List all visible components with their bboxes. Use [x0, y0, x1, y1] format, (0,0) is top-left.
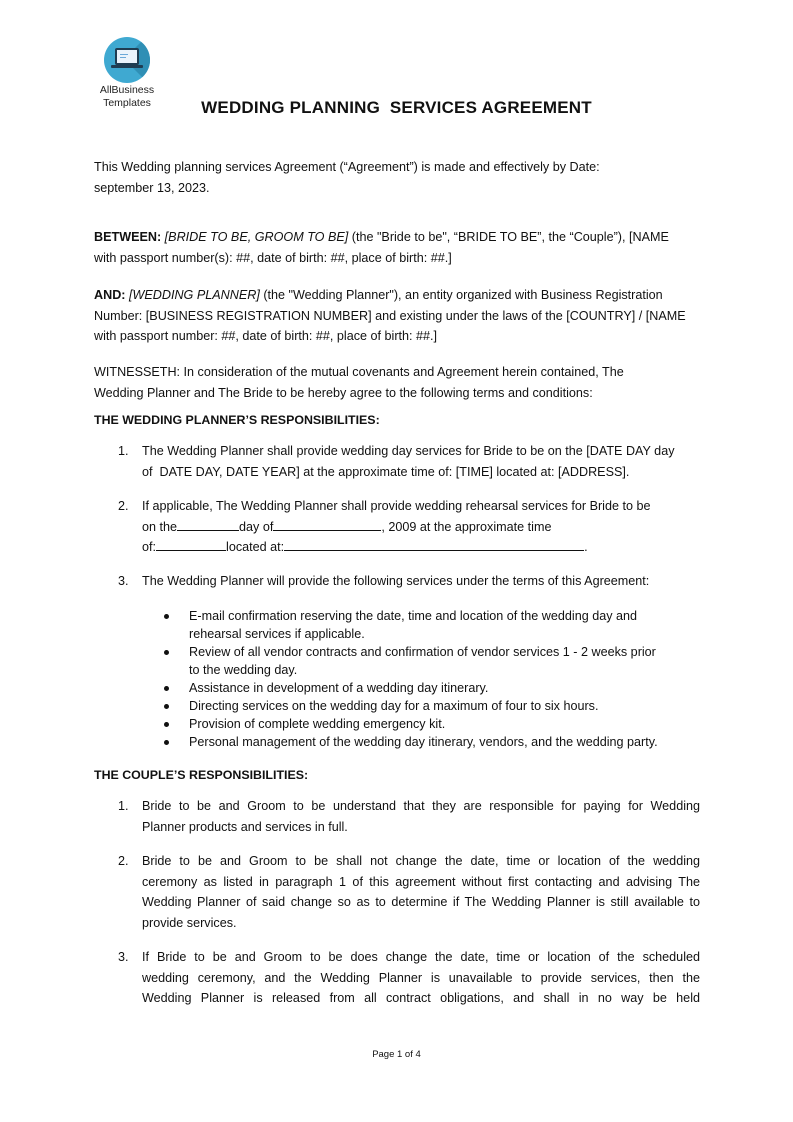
bullet-icon: [164, 722, 169, 727]
and-line: [94, 285, 700, 306]
couple-responsibilities-heading: THE COUPLE’S RESPONSIBILITIES:: [94, 768, 309, 782]
page-number: Page 1 of 4: [372, 1049, 421, 1060]
witnesseth-line2: Wedding Planner and The Bride to be hereby agree to the following terms and conditions:: [94, 385, 593, 400]
list-item: [162, 733, 702, 751]
item-line: [142, 517, 700, 538]
witnesseth-paragraph: [94, 362, 700, 403]
between-party: [BRIDE TO BE, GROOM TO BE]: [164, 230, 349, 244]
between-line: [94, 227, 700, 248]
planner-item-2: [142, 496, 700, 558]
day-blank-field[interactable]: [177, 518, 239, 531]
text: on the: [142, 519, 178, 534]
item-line: Planner products and services in full.: [142, 819, 348, 834]
item-line: wedding ceremony, and the Wedding Planner is unavailable to provide services, then the: [142, 970, 700, 985]
list-item: [162, 643, 702, 679]
list-number: 2.: [118, 854, 129, 868]
witnesseth-line1: WITNESSETH: In consideration of the mutual covenants and Agreement herein contained, The: [94, 365, 624, 379]
list-item: [162, 679, 702, 697]
between-text: (the "Bride to be", “BRIDE TO BE”, the “Couple”), [NAME: [348, 230, 669, 244]
list-number: 2.: [118, 499, 129, 513]
intro-line: This Wedding planning services Agreement (“Agreement”) is made and effectively by Date:: [94, 160, 600, 174]
intro-paragraph: [94, 157, 700, 198]
item-line: Bride to be and Groom to be understand that they are responsible for paying for Wedding: [142, 799, 700, 813]
planner-item-3: [142, 571, 700, 592]
between-paragraph: [94, 227, 700, 268]
item-line: Bride to be and Groom to be shall not change the date, time or location of the wedding: [142, 854, 700, 868]
bullet-icon: [164, 686, 169, 691]
bullet-text: Personal management of the wedding day itinerary, vendors, and the wedding party.: [189, 735, 658, 749]
bullet-icon: [164, 614, 169, 619]
couple-item-1: [142, 796, 700, 837]
item-line: Wedding Planner of said change so as to determine if The Wedding Planner is still available to: [142, 895, 700, 909]
text: , 2009 at the approximate time: [381, 519, 552, 534]
month-blank-field[interactable]: [273, 518, 381, 531]
list-item: [162, 697, 702, 715]
text: located at:: [226, 540, 285, 554]
time-blank-field[interactable]: [156, 538, 226, 551]
item-line: Wedding Planner is released from all contract obligations, and shall in no way be held: [142, 991, 700, 1005]
bullet-text: Directing services on the wedding day for a maximum of four to six hours.: [189, 699, 599, 713]
and-party: [WEDDING PLANNER]: [128, 288, 260, 302]
bullet-text: Review of all vendor contracts and confirmation of vendor services 1 - 2 weeks prior: [189, 645, 656, 659]
bullet-icon: [164, 704, 169, 709]
text: .: [584, 540, 588, 554]
logo-text-line2: Templates: [103, 97, 151, 109]
document-title: WEDDING PLANNING SERVICES AGREEMENT: [201, 98, 592, 117]
and-label: AND:: [94, 288, 126, 302]
item-line: If Bride to be and Groom to be does change the date, time or location of the scheduled: [142, 950, 700, 964]
list-number: 3.: [118, 574, 129, 588]
bullet-text: Provision of complete wedding emergency kit.: [189, 717, 446, 731]
item-line: If applicable, The Wedding Planner shall provide wedding rehearsal services for Bride to be: [142, 499, 651, 513]
item-line: provide services.: [142, 915, 237, 930]
bullet-text: E-mail confirmation reserving the date, time and location of the wedding day and: [189, 609, 638, 623]
services-bullet-list: [162, 607, 702, 751]
item-line: [142, 537, 700, 558]
list-item: [162, 715, 702, 733]
list-number: 1.: [118, 799, 129, 813]
list-number: 3.: [118, 950, 129, 964]
couple-item-2: [142, 851, 700, 933]
and-text: (the "Wedding Planner"), an entity organized with Business Registration: [259, 288, 663, 302]
bullet-text: to the wedding day.: [189, 663, 298, 677]
bullet-icon: [164, 650, 169, 655]
and-paragraph: [94, 285, 700, 347]
item-line: The Wedding Planner will provide the following services under the terms of this Agreement:: [142, 574, 650, 588]
text: of:: [142, 540, 157, 554]
location-blank-field[interactable]: [284, 538, 584, 551]
intro-date: september 13, 2023.: [94, 180, 210, 195]
list-number: 1.: [118, 444, 129, 458]
logo-text-line1: AllBusiness: [99, 84, 155, 96]
item-line: ceremony as listed in paragraph 1 of this agreement without first contacting and advising The: [142, 874, 700, 889]
planner-item-1: [142, 441, 700, 482]
bullet-text: Assistance in development of a wedding day itinerary.: [189, 681, 489, 695]
laptop-icon: [104, 37, 150, 83]
between-label: BETWEEN:: [94, 230, 162, 244]
bullet-text: rehearsal services if applicable.: [189, 627, 365, 641]
and-line2: Number: [BUSINESS REGISTRATION NUMBER] and existing under the laws of the [COUNTRY] / [NAME: [94, 308, 686, 323]
text: day of: [239, 519, 274, 534]
item-line: of DATE DAY, DATE YEAR] at the approximate time of: [TIME] located at: [ADDRESS].: [142, 464, 630, 479]
between-line2: with passport number(s): ##, date of birth: ##, place of birth: ##.]: [94, 250, 452, 265]
bullet-icon: [164, 740, 169, 745]
couple-item-3: [142, 947, 700, 1009]
list-item: [162, 607, 702, 643]
planner-responsibilities-heading: THE WEDDING PLANNER’S RESPONSIBILITIES:: [94, 413, 380, 427]
item-line: The Wedding Planner shall provide wedding day services for Bride to be on the [DATE DAY day: [142, 444, 675, 458]
and-line3: with passport number: ##, date of birth: ##, place of birth: ##.]: [94, 329, 438, 343]
